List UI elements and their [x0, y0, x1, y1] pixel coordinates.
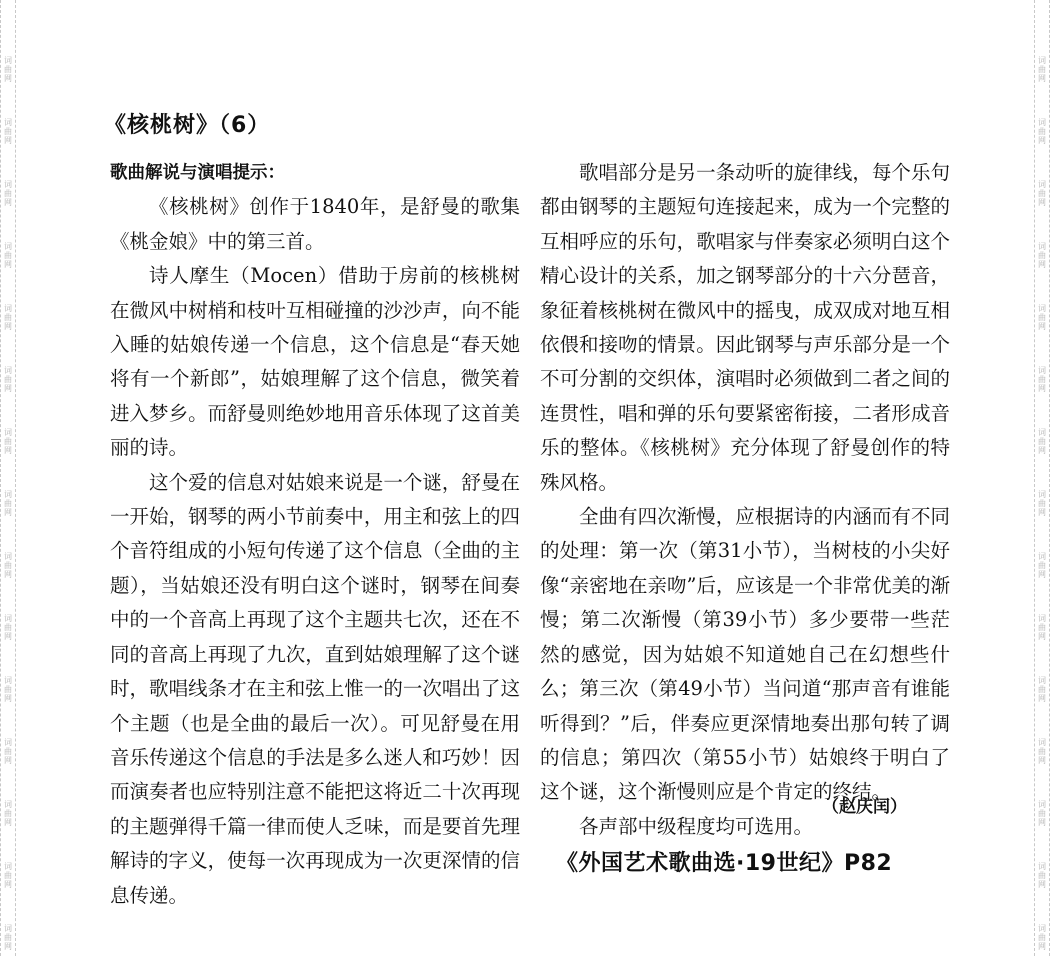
watermark-mark: 词 曲 网 — [4, 676, 12, 703]
section-heading: 歌曲解说与演唱提示： — [110, 163, 285, 183]
watermark-mark: 词 曲 网 — [4, 800, 12, 827]
paragraph: 全曲有四次渐慢，应根据诗的内涵而有不同的处理：第一次（第31小节），当树枝的小尖好像“亲密地在亲吻”后，应该是一个非常优美的渐慢；第二次渐慢（第39小节）多少要带一些茫然的感觉，因为姑娘不知道她自己在幻想些什么；第三次（第49小节）当问道“那声音有谁能听得到？”后，伴奏应更深情地奏出那句转了调的信息；第四次（第55小节）姑娘终于明白了这个谜，这个渐慢则应是个肯定的终结。 — [540, 505, 950, 804]
watermark-mark: 词 曲 网 — [1038, 428, 1046, 455]
paragraph: 各声部中级程度均可选用。 — [579, 814, 814, 838]
watermark-mark: 词 曲 网 — [4, 614, 12, 641]
watermark-mark: 词 曲 网 — [1038, 118, 1046, 145]
watermark-mark: 词 曲 网 — [4, 56, 12, 83]
watermark-mark: 词 曲 网 — [1038, 490, 1046, 517]
paragraph: 歌唱部分是另一条动听的旋律线，每个乐句都由钢琴的主题短句连接起来，成为一个完整的互相呼应的乐句，歌唱家与伴奏家必须明白这个精心设计的关系，加之钢琴部分的十六分琶音，象征着核桃树在微风中的摇曳，成双成对地互相依偎和接吻的情景。因此钢琴与声乐部分是一个不可分割的交织体，演唱时必须做到二者之间的连贯性，唱和弹的乐句要紧密衔接，二者形成音乐的整体。《核桃树》充分体现了舒曼创作的特殊风格。 — [540, 161, 950, 494]
source-citation: 《外国艺术歌曲选·19世纪》P82 — [556, 851, 893, 876]
author-credit: （赵庆闰） — [822, 797, 907, 817]
watermark-mark: 词 曲 网 — [4, 924, 12, 951]
watermark-mark: 词 曲 网 — [4, 366, 12, 393]
right-column — [540, 156, 950, 844]
watermark-mark: 词 曲 网 — [4, 180, 12, 207]
watermark-mark: 词 曲 网 — [1038, 366, 1046, 393]
watermark-mark: 词 曲 网 — [1038, 242, 1046, 269]
watermark-mark: 词 曲 网 — [4, 862, 12, 889]
watermark-mark: 词 曲 网 — [4, 552, 12, 579]
watermark-mark: 词 曲 网 — [1038, 180, 1046, 207]
paragraph: 诗人摩生（Mocen）借助于房前的核桃树在微风中树梢和枝叶互相碰撞的沙沙声，向不能入睡的姑娘传递一个信息，这个信息是“春天她将有一个新郎”，姑娘理解了这个信息，微笑着进入梦乡。而舒曼则绝妙地用音乐体现了这首美丽的诗。 — [110, 264, 520, 460]
paragraph: 《核桃树》创作于1840年，是舒曼的歌集《桃金娘》中的第三首。 — [110, 195, 520, 253]
watermark-mark: 词 曲 网 — [4, 304, 12, 331]
watermark-mark: 词 曲 网 — [4, 428, 12, 455]
watermark-mark: 词 曲 网 — [4, 490, 12, 517]
watermark-mark: 词 曲 网 — [1038, 614, 1046, 641]
left-column — [110, 156, 520, 913]
watermark-mark: 词 曲 网 — [1038, 738, 1046, 765]
watermark-mark: 词 曲 网 — [4, 242, 12, 269]
watermark-mark: 词 曲 网 — [1038, 924, 1046, 951]
page-title: 《核桃树》（6） — [104, 113, 271, 138]
watermark-mark: 词 曲 网 — [4, 738, 12, 765]
watermark-mark: 词 曲 网 — [1038, 552, 1046, 579]
watermark-mark: 词 曲 网 — [1038, 862, 1046, 889]
watermark-mark: 词 曲 网 — [1038, 800, 1046, 827]
watermark-mark: 词 曲 网 — [4, 118, 12, 145]
watermark-mark: 词 曲 网 — [1038, 304, 1046, 331]
watermark-mark: 词 曲 网 — [1038, 56, 1046, 83]
paragraph: 这个爱的信息对姑娘来说是一个谜，舒曼在一开始，钢琴的两小节前奏中，用主和弦上的四个音符组成的小短句传递了这个信息（全曲的主题），当姑娘还没有明白这个谜时，钢琴在间奏中的一个音高上再现了这个主题共七次，还在不同的音高上再现了九次，直到姑娘理解了这个谜时，歌唱线条才在主和弦上惟一的一次唱出了这个主题（也是全曲的最后一次）。可见舒曼在用音乐传递这个信息的手法是多么迷人和巧妙！因而演奏者也应特别注意不能把这将近二十次再现的主题弹得千篇一律而使人乏味，而是要首先理解诗的字义，使每一次再现成为一次更深情的信息传递。 — [110, 470, 520, 907]
watermark-mark: 词 曲 网 — [1038, 676, 1046, 703]
